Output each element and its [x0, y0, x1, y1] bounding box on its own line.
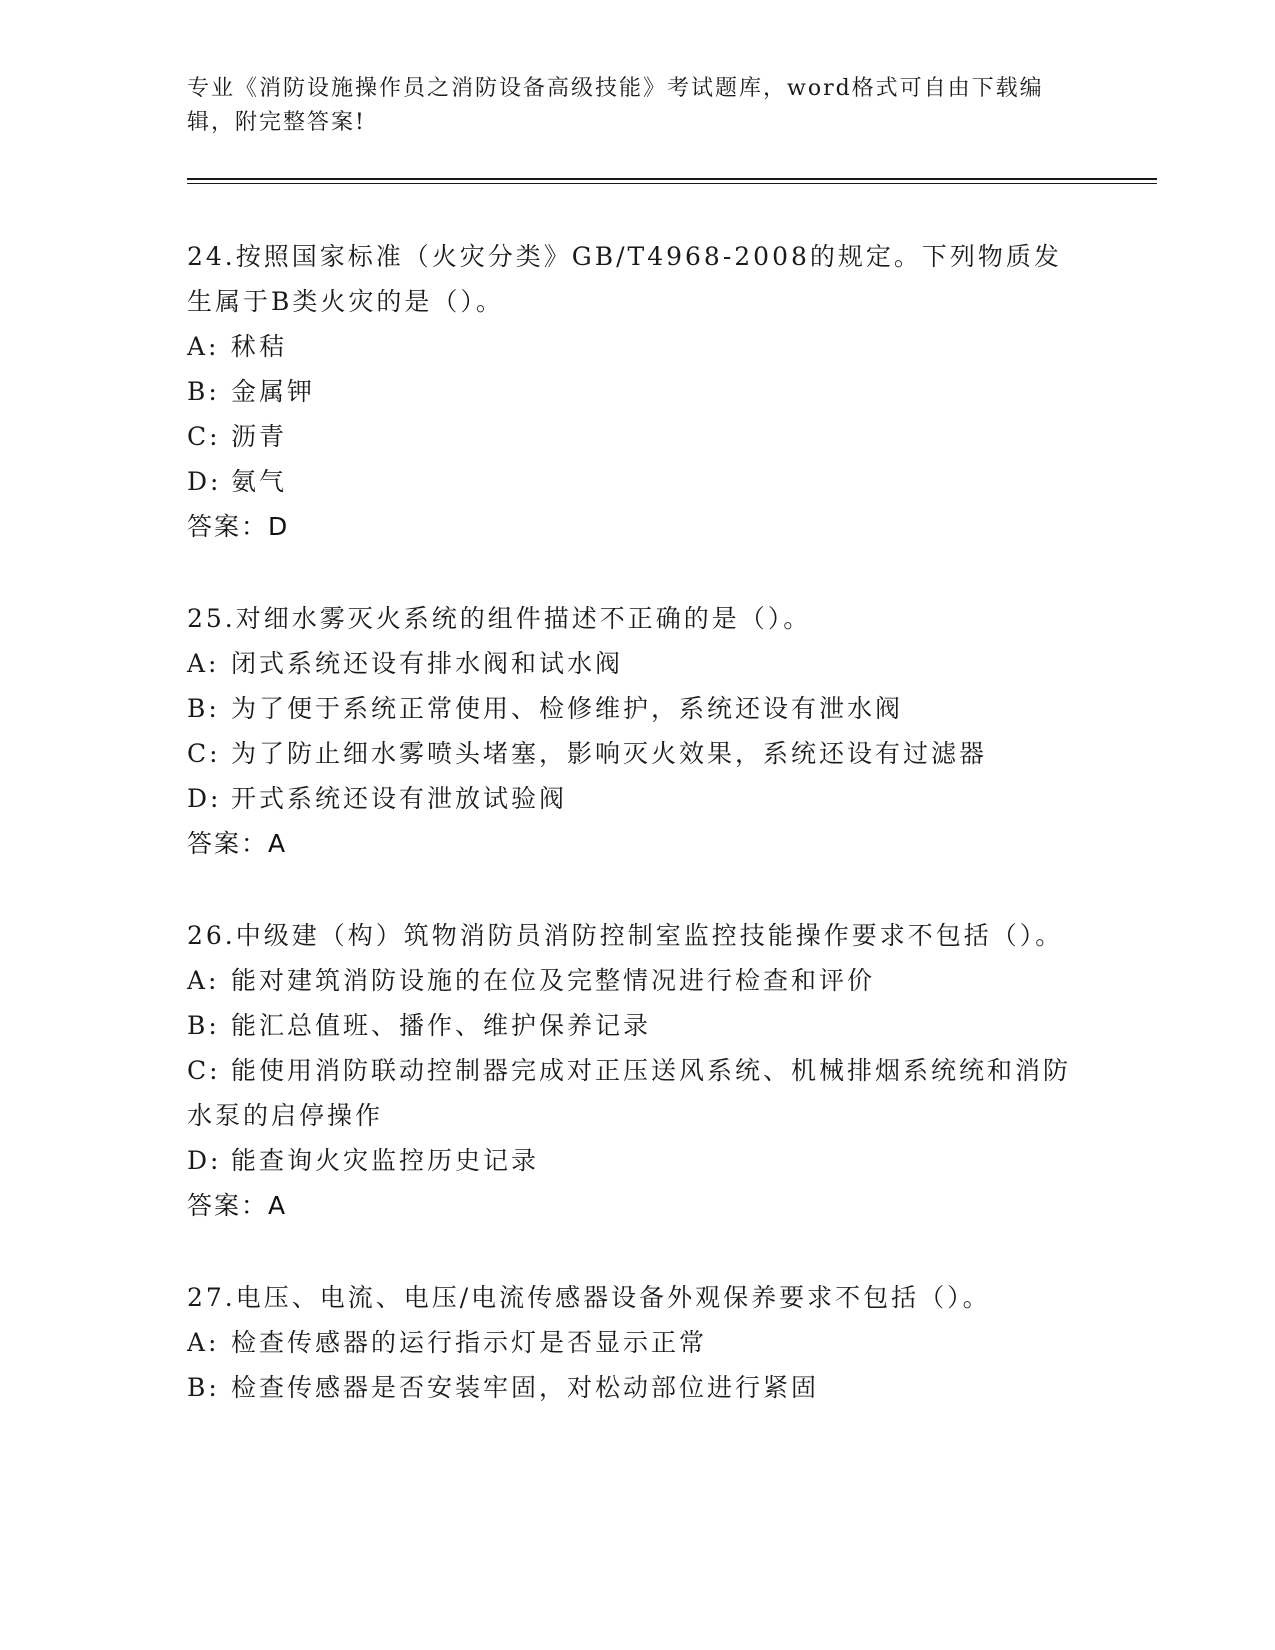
option-b	[187, 369, 1082, 414]
option-text: 沥青	[231, 422, 288, 451]
question-26	[187, 913, 1082, 1229]
option-text: 为了防止细水雾喷头堵塞，影响灭火效果，系统还设有过滤器	[231, 739, 988, 768]
question-stem: 27.电压、电流、电压/电流传感器设备外观保养要求不包括（）。	[187, 1283, 991, 1312]
option-text: 能查询火灾监控历史记录	[231, 1146, 540, 1175]
option-text: 能使用消防联动控制器完成对正压送风系统、机械排烟系统统和消防水泵的启停操作	[187, 1056, 1072, 1130]
option-c	[187, 1048, 1082, 1138]
question-27	[187, 1275, 1082, 1410]
document-header: 专业《消防设施操作员之消防设备高级技能》考试题库，word格式可自由下载编辑，附完整答案!	[187, 76, 1044, 135]
option-text: 闭式系统还设有排水阀和试水阀	[231, 649, 624, 678]
option-key: C:	[187, 422, 221, 451]
question-24	[187, 234, 1082, 550]
option-key: D:	[187, 1146, 222, 1175]
option-text: 秫秸	[231, 332, 288, 361]
question-stem: 25.对细水雾灭火系统的组件描述不正确的是（）。	[187, 604, 812, 633]
option-key: B:	[187, 694, 220, 723]
option-key: A:	[187, 966, 220, 995]
option-a	[187, 324, 1082, 369]
option-key: A:	[187, 649, 220, 678]
answer-line: 答案：A	[187, 1191, 288, 1220]
option-key: B:	[187, 1011, 220, 1040]
option-key: C:	[187, 739, 221, 768]
answer-line: 答案：D	[187, 512, 290, 541]
answer-line: 答案：A	[187, 829, 288, 858]
option-key: C:	[187, 1056, 221, 1085]
option-text: 能汇总值班、播作、维护保养记录	[231, 1011, 652, 1040]
option-d	[187, 1138, 1082, 1183]
option-text: 氨气	[231, 467, 288, 496]
option-c	[187, 414, 1082, 459]
option-a	[187, 958, 1082, 1003]
option-a	[187, 1320, 1082, 1365]
option-d	[187, 776, 1082, 821]
option-key: D:	[187, 467, 222, 496]
option-key: A:	[187, 332, 220, 361]
header-divider-thick	[187, 178, 1157, 180]
option-b	[187, 686, 1082, 731]
question-25	[187, 596, 1082, 867]
option-c	[187, 731, 1082, 776]
option-d	[187, 459, 1082, 504]
option-a	[187, 641, 1082, 686]
question-stem: 26.中级建（构）筑物消防员消防控制室监控技能操作要求不包括（）。	[187, 921, 1064, 950]
option-key: D:	[187, 784, 222, 813]
option-text: 金属钾	[231, 377, 316, 406]
option-b	[187, 1003, 1082, 1048]
option-text: 开式系统还设有泄放试验阀	[231, 784, 568, 813]
header-divider-thin	[187, 183, 1157, 184]
question-stem: 24.按照国家标准（火灾分类》GB/T4968-2008的规定。下列物质发生属于B类火灾的是（）。	[187, 242, 1062, 316]
option-key: B:	[187, 377, 220, 406]
option-key: A:	[187, 1328, 220, 1357]
question-list	[187, 234, 1082, 1456]
option-text: 能对建筑消防设施的在位及完整情况进行检查和评价	[231, 966, 876, 995]
option-text: 为了便于系统正常使用、检修维护，系统还设有泄水阀	[231, 694, 904, 723]
option-text: 检查传感器的运行指示灯是否显示正常	[231, 1328, 708, 1357]
option-text: 检查传感器是否安装牢固，对松动部位进行紧固	[231, 1373, 820, 1402]
option-b	[187, 1365, 1082, 1410]
option-key: B:	[187, 1373, 220, 1402]
